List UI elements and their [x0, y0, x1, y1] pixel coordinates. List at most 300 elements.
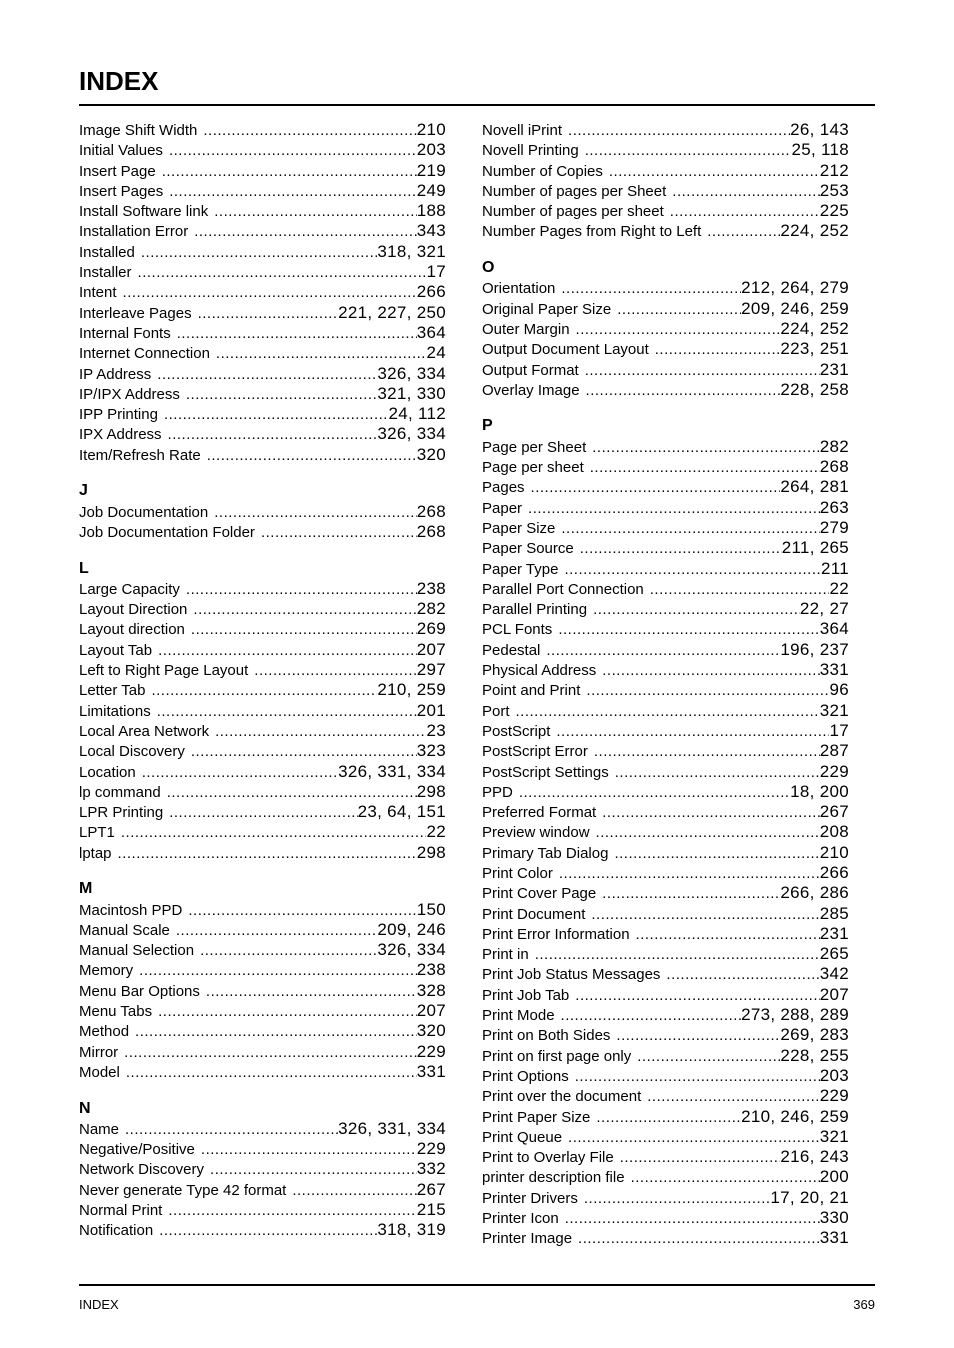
index-page-refs: 331 [819, 1228, 849, 1248]
index-letter-heading: O [482, 259, 495, 277]
dot-leader [200, 941, 377, 961]
index-term: Job Documentation [79, 503, 209, 521]
index-term: PostScript Settings [482, 763, 609, 781]
index-entry [79, 920, 446, 940]
dot-leader [561, 519, 819, 539]
index-entry [482, 762, 849, 782]
dot-leader [206, 982, 417, 1002]
index-entry [79, 282, 446, 302]
index-term: Layout Tab [79, 641, 153, 659]
index-term: Paper Source [482, 540, 574, 558]
index-page-refs: 326, 334 [377, 424, 446, 444]
index-term: Layout Direction [79, 601, 188, 619]
index-entry [79, 201, 446, 221]
index-page-refs: 282 [416, 599, 446, 619]
index-page-refs: 96 [829, 680, 849, 700]
index-entry [482, 518, 849, 538]
dot-leader [531, 478, 781, 498]
index-term: Local Area Network [79, 722, 210, 740]
index-page-refs: 196, 237 [780, 639, 849, 659]
index-page-refs: 326, 334 [377, 363, 446, 383]
dot-leader [580, 539, 782, 559]
index-entry [79, 364, 446, 384]
index-term: Paper Type [482, 560, 559, 578]
index-page-refs: 224, 252 [780, 318, 849, 338]
index-page-refs: 207 [416, 639, 446, 659]
index-page-refs: 210, 246, 259 [741, 1106, 849, 1126]
index-term: Print over the document [482, 1088, 642, 1106]
dot-leader [151, 681, 377, 701]
index-entry [79, 343, 446, 363]
index-term: Paper [482, 499, 523, 517]
index-term: Print Job Status Messages [482, 966, 661, 984]
index-term: Print Queue [482, 1128, 563, 1146]
index-entry [482, 802, 849, 822]
index-page-refs: 320 [416, 444, 446, 464]
index-term: Print to Overlay File [482, 1149, 614, 1167]
index-entry [482, 299, 849, 319]
index-term: Outer Margin [482, 320, 570, 338]
dot-leader [142, 763, 338, 783]
index-entry [482, 120, 849, 140]
index-term: IP/IPX Address [79, 385, 180, 403]
index-page-refs: 326, 334 [377, 940, 446, 960]
index-page-refs: 210 [819, 842, 849, 862]
dot-leader [186, 385, 378, 405]
index-page-refs: 26, 143 [790, 120, 849, 139]
index-page-refs: 269 [416, 619, 446, 639]
index-entry [482, 477, 849, 497]
index-term: Number of Copies [482, 162, 603, 180]
index-entry [79, 323, 446, 343]
index-term: Original Paper Size [482, 300, 612, 318]
index-term: Macintosh PPD [79, 901, 183, 919]
index-term: Print Error Information [482, 925, 630, 943]
dot-leader [568, 1128, 820, 1148]
index-entry [79, 1200, 446, 1220]
index-page-refs: 216, 243 [780, 1147, 849, 1167]
index-page-refs: 321 [819, 700, 849, 720]
index-page-refs: 249 [416, 180, 446, 200]
dot-leader [576, 320, 781, 340]
dot-leader [177, 324, 417, 344]
index-entry [79, 221, 446, 241]
dot-leader [620, 1148, 781, 1168]
index-page-refs: 269, 283 [780, 1025, 849, 1045]
index-entry [482, 782, 849, 802]
index-entry [482, 1066, 849, 1086]
dot-leader [292, 1181, 416, 1201]
index-page-refs: 210, 259 [377, 680, 446, 700]
index-entry [79, 822, 446, 842]
dot-leader [176, 921, 378, 941]
index-page-refs: 267 [819, 802, 849, 822]
index-page-refs: 268 [819, 457, 849, 477]
dot-leader [203, 121, 416, 141]
index-term: Primary Tab Dialog [482, 844, 609, 862]
index-entry [482, 964, 849, 984]
index-page-refs: 221, 227, 250 [338, 302, 446, 322]
index-term: PPD [482, 783, 513, 801]
dot-leader [655, 340, 781, 360]
index-term: Negative/Positive [79, 1141, 195, 1159]
index-entry [79, 701, 446, 721]
index-term: Intent [79, 284, 117, 302]
dot-leader [609, 162, 820, 182]
dot-leader [125, 1120, 338, 1140]
index-page-refs: 211, 265 [781, 538, 849, 558]
index-entry [79, 619, 446, 639]
index-term: IP Address [79, 365, 152, 383]
index-page-refs: 224, 252 [780, 221, 849, 241]
dot-leader [158, 1002, 417, 1022]
dot-leader [546, 641, 780, 661]
index-page-refs: 267 [416, 1179, 446, 1199]
index-page-refs: 298 [416, 781, 446, 801]
index-term: printer description file [482, 1169, 625, 1187]
dot-leader [614, 844, 819, 864]
dot-leader [707, 222, 780, 242]
index-entry [79, 1021, 446, 1041]
index-entry [482, 498, 849, 518]
dot-leader [559, 864, 820, 884]
dot-leader [585, 361, 820, 381]
dot-leader [637, 1047, 780, 1067]
dot-leader [650, 580, 830, 600]
index-page-refs: 200 [819, 1167, 849, 1187]
dot-leader [162, 162, 417, 182]
index-term: LPR Printing [79, 804, 164, 822]
index-page-refs: 266, 286 [780, 883, 849, 903]
index-term: Install Software link [79, 203, 209, 221]
index-term: Paper Size [482, 519, 556, 537]
dot-leader [596, 1108, 741, 1128]
index-entry [79, 1062, 446, 1082]
index-page-refs: 326, 331, 334 [338, 1118, 446, 1138]
index-entry [79, 660, 446, 680]
dot-leader [141, 243, 378, 263]
footer-section-label: INDEX [79, 1297, 119, 1312]
index-entry [482, 741, 849, 761]
index-entry [79, 981, 446, 1001]
index-page-refs: 326, 331, 334 [338, 761, 446, 781]
index-entry [482, 1167, 849, 1187]
index-term: Insert Page [79, 162, 156, 180]
index-term: Internet Connection [79, 345, 210, 363]
dot-leader [602, 884, 780, 904]
index-page-refs: 328 [416, 980, 446, 1000]
index-entry [79, 721, 446, 741]
index-entry [79, 762, 446, 782]
index-term: lptap [79, 844, 112, 862]
dot-leader [198, 304, 339, 324]
dot-leader [168, 1201, 416, 1221]
dot-leader [123, 283, 417, 303]
index-entry [79, 741, 446, 761]
index-entry [79, 262, 446, 282]
index-entry [482, 985, 849, 1005]
index-page-refs: 212, 264, 279 [741, 278, 849, 298]
index-entry [482, 278, 849, 298]
index-entry [79, 802, 446, 822]
dot-leader [616, 1026, 780, 1046]
dot-leader [210, 1160, 417, 1180]
index-term: Novell iPrint [482, 122, 563, 139]
index-term: Preferred Format [482, 804, 597, 822]
index-page-refs: 231 [819, 359, 849, 379]
index-page-refs: 321 [819, 1126, 849, 1146]
footer-rule [79, 1284, 875, 1286]
index-entry [79, 424, 446, 444]
dot-leader [585, 141, 792, 161]
index-page-refs: 343 [416, 221, 446, 241]
index-term: Internal Fonts [79, 324, 171, 342]
index-term: Menu Tabs [79, 1003, 153, 1021]
index-page-refs: 238 [416, 960, 446, 980]
index-page-refs: 332 [416, 1159, 446, 1179]
dot-leader [191, 742, 417, 762]
index-term: Overlay Image [482, 381, 580, 399]
dot-leader [118, 844, 417, 864]
dot-leader [617, 300, 741, 320]
index-term: Large Capacity [79, 580, 180, 598]
dot-leader [591, 905, 819, 925]
index-entry [482, 1107, 849, 1127]
index-entry [79, 599, 446, 619]
index-entry [79, 242, 446, 262]
dot-leader [636, 925, 820, 945]
index-entry [79, 1139, 446, 1159]
index-letter-heading: J [79, 482, 88, 500]
dot-leader [169, 182, 417, 202]
index-page-refs: 318, 319 [377, 1220, 446, 1240]
dot-leader [584, 1189, 771, 1209]
index-entry [482, 1208, 849, 1228]
index-page-refs: 330 [819, 1208, 849, 1228]
dot-leader [214, 503, 416, 523]
dot-leader [602, 803, 820, 823]
index-term: Installed [79, 243, 135, 261]
index-page-refs: 17 [426, 262, 446, 282]
index-term: Print Color [482, 864, 553, 882]
index-page-refs: 231 [819, 923, 849, 943]
index-page-refs: 211 [820, 558, 849, 578]
dot-leader [124, 1043, 417, 1063]
index-page-refs: 320 [416, 1021, 446, 1041]
dot-leader [647, 1087, 819, 1107]
index-term: IPP Printing [79, 406, 158, 424]
dot-leader [216, 344, 427, 364]
dot-leader [519, 783, 790, 803]
index-entry [482, 181, 849, 201]
index-entry [79, 161, 446, 181]
index-entry [482, 559, 849, 579]
index-term: IPX Address [79, 426, 162, 444]
index-entry [79, 120, 446, 140]
index-entry [482, 883, 849, 903]
dot-leader [193, 600, 416, 620]
index-entry [482, 221, 849, 241]
dot-leader [121, 823, 427, 843]
dot-leader [191, 620, 417, 640]
index-page-refs: 24 [426, 343, 446, 363]
dot-leader [201, 1140, 417, 1160]
index-entry [482, 944, 849, 964]
dot-leader [159, 1221, 377, 1241]
index-page-refs: 323 [416, 741, 446, 761]
index-term: Print Job Tab [482, 986, 570, 1004]
index-page-refs: 208 [819, 822, 849, 842]
index-page-refs: 228, 258 [780, 379, 849, 399]
dot-leader [164, 405, 389, 425]
dot-leader [561, 279, 741, 299]
index-page-refs: 210 [416, 120, 446, 139]
index-term: Installer [79, 264, 132, 282]
index-term: Job Documentation Folder [79, 523, 255, 541]
index-page-refs: 203 [819, 1065, 849, 1085]
index-page-refs: 219 [416, 160, 446, 180]
index-term: Menu Bar Options [79, 982, 200, 1000]
index-page-refs: 23, 64, 151 [357, 802, 446, 822]
index-term: lp command [79, 783, 161, 801]
index-entry [482, 1127, 849, 1147]
dot-leader [586, 381, 781, 401]
index-term: Mirror [79, 1043, 119, 1061]
dot-leader [126, 1063, 417, 1083]
dot-leader [594, 742, 820, 762]
index-entry [482, 437, 849, 457]
dot-leader [214, 202, 417, 222]
index-term: Pages [482, 479, 525, 497]
index-page-refs: 229 [819, 1086, 849, 1106]
index-page-refs: 22, 27 [799, 599, 849, 619]
index-entry [482, 619, 849, 639]
index-term: Print on first page only [482, 1047, 632, 1065]
index-page-refs: 285 [819, 903, 849, 923]
index-entry [79, 1159, 446, 1179]
index-entry [79, 900, 446, 920]
dot-leader [596, 823, 820, 843]
index-page-refs: 209, 246 [377, 919, 446, 939]
dot-leader [556, 722, 829, 742]
index-page-refs: 268 [416, 521, 446, 541]
dot-leader [215, 722, 426, 742]
index-term: Printer Drivers [482, 1189, 578, 1207]
index-term: Number of pages per sheet [482, 203, 664, 221]
page-number: 369 [853, 1297, 875, 1312]
index-entry [482, 904, 849, 924]
index-entry [482, 1046, 849, 1066]
index-page-refs: 263 [819, 497, 849, 517]
dot-leader [670, 202, 820, 222]
index-page-refs: 342 [819, 964, 849, 984]
index-term: Port [482, 702, 510, 720]
index-page-refs: 297 [416, 660, 446, 680]
index-page-refs: 264, 281 [780, 477, 849, 497]
index-page-refs: 25, 118 [791, 140, 849, 160]
index-term: Output Document Layout [482, 341, 649, 359]
index-page-refs: 225 [819, 201, 849, 221]
dot-leader [135, 1022, 417, 1042]
index-term: Image Shift Width [79, 122, 198, 139]
index-entry [482, 201, 849, 221]
dot-leader [167, 783, 417, 803]
index-page-refs: 282 [819, 436, 849, 456]
dot-leader [188, 901, 416, 921]
index-term: Local Discovery [79, 743, 185, 761]
index-entry [79, 843, 446, 863]
index-entry [79, 1001, 446, 1021]
index-entry [79, 782, 446, 802]
index-page-refs: 228, 255 [780, 1045, 849, 1065]
index-term: Preview window [482, 824, 590, 842]
index-term: Novell Printing [482, 142, 579, 160]
index-page-refs: 253 [819, 180, 849, 200]
dot-leader [561, 1006, 742, 1026]
header-rule [79, 104, 875, 106]
index-term: PostScript [482, 722, 551, 740]
index-term: Page per Sheet [482, 438, 587, 456]
dot-leader [578, 1229, 820, 1249]
index-entry [79, 1180, 446, 1200]
dot-leader [558, 620, 819, 640]
index-term: Print Paper Size [482, 1108, 591, 1126]
dot-leader [666, 965, 819, 985]
index-term: Never generate Type 42 format [79, 1181, 287, 1199]
index-page-refs: 229 [819, 761, 849, 781]
dot-leader [194, 222, 417, 242]
index-column-right [482, 120, 849, 1249]
index-page-refs: 364 [819, 619, 849, 639]
index-page-refs: 212 [819, 160, 849, 180]
index-entry [482, 680, 849, 700]
index-entry [482, 161, 849, 181]
index-term: PostScript Error [482, 743, 588, 761]
dot-leader [207, 446, 417, 466]
index-term: Left to Right Page Layout [79, 662, 249, 680]
index-page-refs: 273, 288, 289 [741, 1005, 849, 1025]
dot-leader [631, 1168, 820, 1188]
index-entry [79, 303, 446, 323]
index-entry [482, 640, 849, 660]
index-page-refs: 223, 251 [780, 339, 849, 359]
index-page-refs: 268 [416, 501, 446, 521]
index-page-refs: 266 [416, 282, 446, 302]
index-entry [79, 940, 446, 960]
dot-leader [157, 702, 417, 722]
index-entry [79, 181, 446, 201]
index-term: Number Pages from Right to Left [482, 223, 702, 241]
index-entry [79, 384, 446, 404]
index-term: Letter Tab [79, 682, 146, 700]
dot-leader [575, 986, 819, 1006]
dot-leader [528, 499, 820, 519]
index-page-refs: 321, 330 [377, 383, 446, 403]
index-letter-heading: P [482, 417, 493, 435]
index-entry [79, 1042, 446, 1062]
index-entry [482, 1147, 849, 1167]
index-page-refs: 201 [416, 700, 446, 720]
dot-leader [516, 702, 820, 722]
index-term: PCL Fonts [482, 621, 553, 639]
index-term: Print Cover Page [482, 885, 597, 903]
index-entry [79, 960, 446, 980]
dot-leader [138, 263, 427, 283]
dot-leader [593, 600, 800, 620]
index-term: Installation Error [79, 223, 189, 241]
index-page-refs: 318, 321 [377, 241, 446, 261]
index-term: Printer Icon [482, 1210, 559, 1228]
